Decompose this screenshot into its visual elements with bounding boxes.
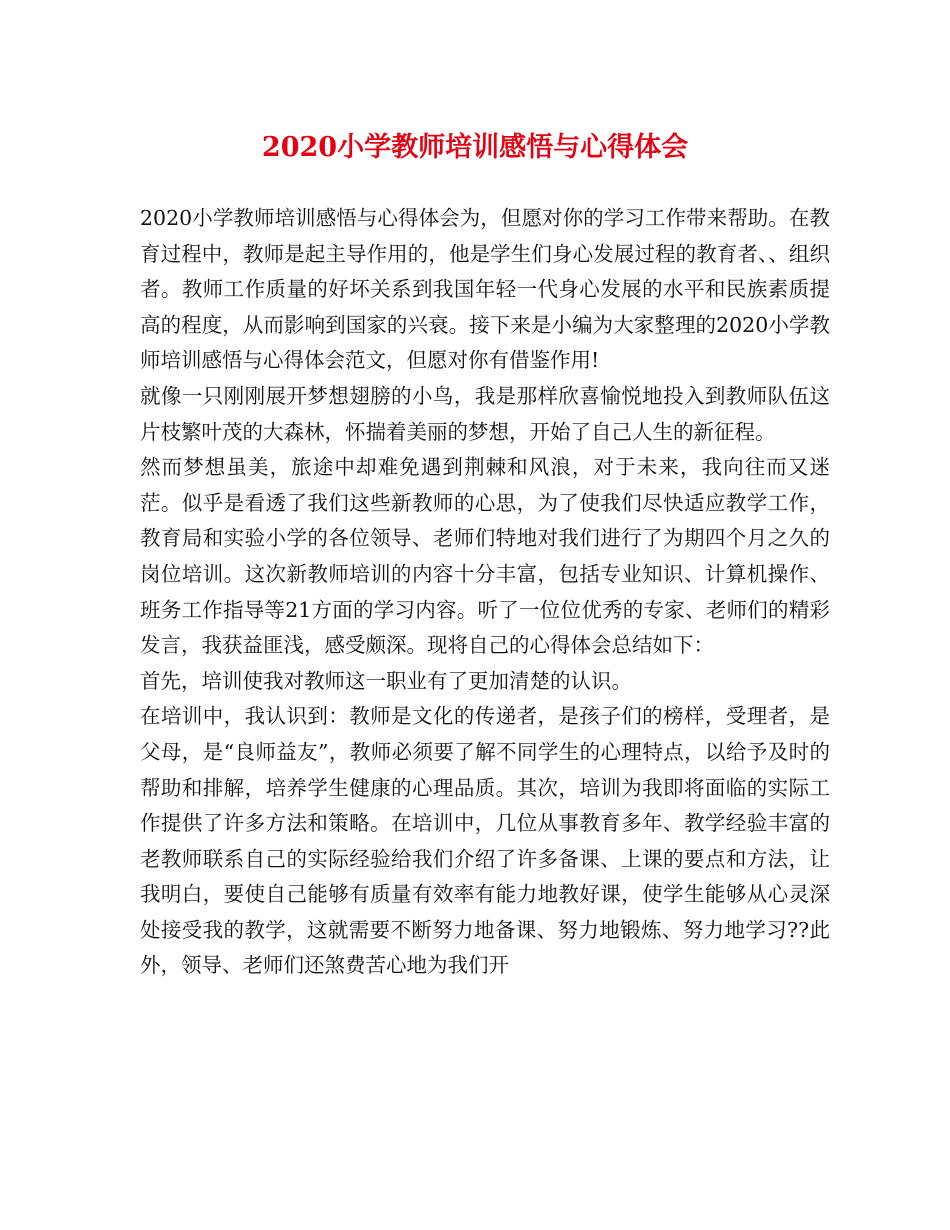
paragraph-first-point: 首先，培训使我对教师这一职业有了更加清楚的认识。: [140, 668, 632, 693]
paragraph-bird-metaphor: 就像一只刚刚展开梦想翅膀的小鸟，我是那样欣喜愉悦地投入到教师队伍这片枝繁叶茂的大森林，怀揣着美丽的梦想，开始了自己人生的新征程。: [140, 383, 830, 444]
document-body: [140, 201, 830, 984]
document-title: 2020小学教师培训感悟与心得体会: [261, 132, 689, 163]
paragraph-training-insights: 在培训中，我认识到：教师是文化的传递者，是孩子们的榜样，受理者，是父母，是“良师益友”，教师必须要了解不同学生的心理特点，以给予及时的帮助和排解，培养学生健康的心理品质。其次，培训为我即将面临的实际工作提供了许多方法和策略。在培训中，几位从事教育多年、教学经验丰富的老教师联系自己的实际经验给我们介绍了许多备课、上课的要点和方法，让我明白，要使自己能够有质量有效率有能力地教好课，使学生能够从心灵深处接受我的教学，这就需要不断努力地备课、努力地锻炼、努力地学习??此外，领导、老师们还煞费苦心地为我们开: [140, 704, 830, 978]
paragraph-training-overview: 然而梦想虽美，旅途中却难免遇到荆棘和风浪，对于未来，我向往而又迷茫。似乎是看透了我们这些新教师的心思，为了使我们尽快适应教学工作，教育局和实验小学的各位领导、老师们特地对我们进行了为期四个月之久的岗位培训。这次新教师培训的内容十分丰富，包括专业知识、计算机操作、班务工作指导等21方面的学习内容。听了一位位优秀的专家、老师们的精彩发言，我获益匪浅，感受颇深。现将自己的心得体会总结如下：: [140, 455, 830, 658]
paragraph-intro: 2020小学教师培训感悟与心得体会为，但愿对你的学习工作带来帮助。在教育过程中，教师是起主导作用的，他是学生们身心发展过程的教育者、、组织者。教师工作质量的好坏关系到我国年轻一代身心发展的水平和民族素质提高的程度，从而影响到国家的兴衰。接下来是小编为大家整理的2020小学教师培训感悟与心得体会范文，但愿对你有借鉴作用!: [140, 206, 830, 373]
